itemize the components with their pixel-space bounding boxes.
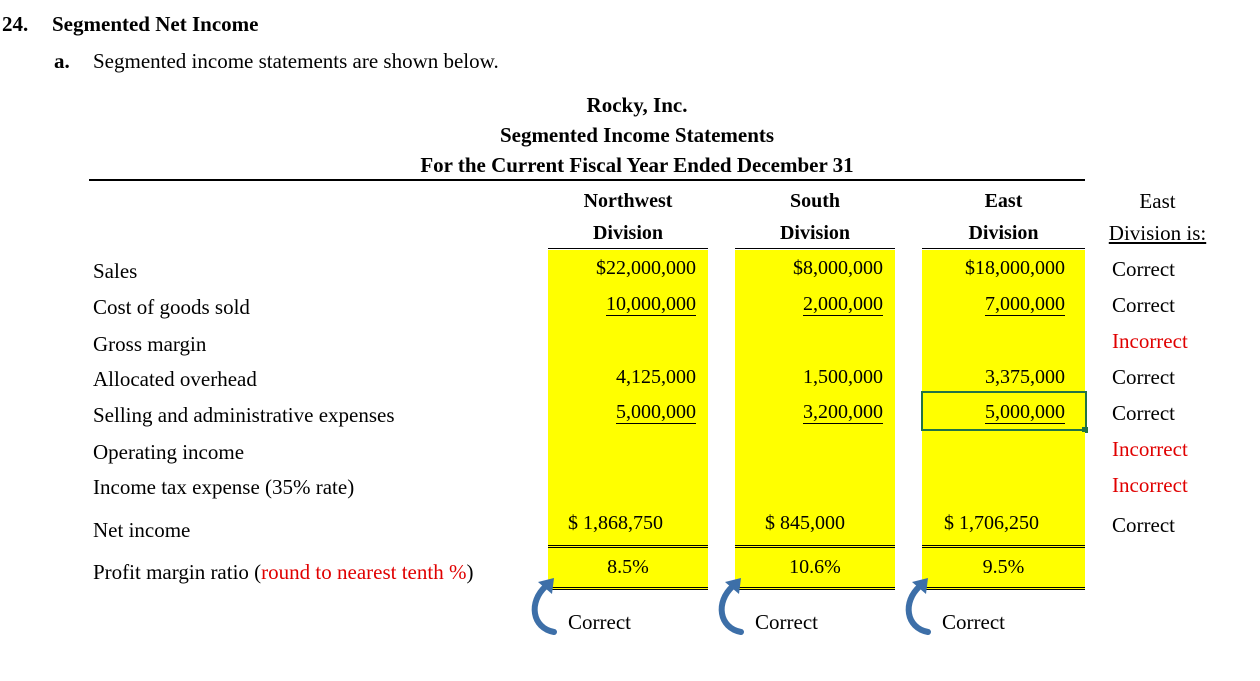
col-rule-south [735, 248, 895, 249]
cell-profit-margin-northwest[interactable] [548, 550, 708, 584]
company-name: Rocky, Inc. [586, 93, 688, 117]
part-text: Segmented income statements are shown below. [93, 49, 499, 73]
profit-margin-label-prefix: Profit margin ratio ( [93, 560, 262, 584]
cell-value: 1,500,000 [803, 366, 883, 388]
net-income-double-rule [922, 545, 1085, 548]
col-rule-east [922, 248, 1085, 249]
col-header-east: East [984, 190, 1023, 212]
status-gross-margin: Incorrect [1112, 329, 1188, 353]
cell-gross-margin-northwest[interactable] [548, 323, 708, 357]
cell-profit-margin-east[interactable] [922, 550, 1085, 584]
profit-margin-label-suffix: ) [466, 560, 474, 584]
profit-margin-label-note: round to nearest tenth % [261, 560, 467, 584]
cell-value: 2,000,000 [803, 293, 883, 315]
cell-value: 7,000,000 [985, 293, 1065, 315]
cell-value: 8.5% [607, 556, 649, 578]
status-profit-margin-south: Correct [755, 610, 818, 634]
cell-selling-admin-south[interactable] [735, 395, 895, 429]
cell-overhead-east[interactable] [922, 360, 1085, 394]
problem-title: Segmented Net Income [52, 12, 259, 36]
cell-gross-margin-east[interactable] [922, 323, 1085, 357]
row-label-net-income: Net income [93, 518, 191, 542]
cell-profit-margin-south[interactable] [735, 550, 895, 584]
margin-double-rule [735, 587, 895, 590]
col-rule-northwest [548, 248, 708, 249]
status-cogs: Correct [1112, 293, 1175, 317]
cell-cogs-south[interactable] [735, 287, 895, 321]
cell-value: 5,000,000 [985, 401, 1065, 423]
cell-cogs-east[interactable] [922, 287, 1085, 321]
col-header-south: South [789, 190, 841, 212]
cell-overhead-northwest[interactable] [548, 360, 708, 394]
status-selling-admin: Correct [1112, 401, 1175, 425]
status-overhead: Correct [1112, 365, 1175, 389]
row-label-profit-margin [93, 560, 473, 585]
cell-value: 10,000,000 [606, 293, 696, 315]
cell-income-tax-northwest[interactable] [548, 467, 708, 501]
status-sales: Correct [1112, 257, 1175, 281]
cell-value: 3,200,000 [803, 401, 883, 423]
cell-sales-south[interactable] [735, 251, 895, 285]
cell-value: 4,125,000 [616, 366, 696, 388]
cell-value: 3,375,000 [985, 366, 1065, 388]
cell-value: $22,000,000 [596, 257, 696, 279]
row-label-allocated-overhead: Allocated overhead [93, 367, 257, 391]
cell-operating-income-south[interactable] [735, 432, 895, 466]
row-label-gross-margin: Gross margin [93, 332, 207, 356]
col-header-south-sub: Division [779, 222, 851, 244]
cell-value: $ 845,000 [765, 512, 845, 534]
net-income-double-rule [735, 545, 895, 548]
cell-income-tax-south[interactable] [735, 467, 895, 501]
curved-arrow-icon [711, 572, 751, 636]
cell-operating-income-east[interactable] [922, 432, 1085, 466]
cell-value: $18,000,000 [965, 257, 1065, 279]
row-label-cogs: Cost of goods sold [93, 295, 250, 319]
cell-value: $ 1,706,250 [944, 512, 1039, 534]
status-header: East [1139, 189, 1176, 213]
status-net-income: Correct [1112, 513, 1175, 537]
margin-double-rule [922, 587, 1085, 590]
status-header-sub: Division is: [1108, 221, 1207, 245]
row-label-selling-admin: Selling and administrative expenses [93, 403, 395, 427]
cell-cogs-northwest[interactable] [548, 287, 708, 321]
cell-sales-east[interactable] [922, 251, 1085, 285]
col-header-east-sub: Division [968, 222, 1039, 244]
margin-double-rule [548, 587, 708, 590]
cell-selling-admin-northwest[interactable] [548, 395, 708, 429]
cell-value: $ 1,868,750 [568, 512, 663, 534]
net-income-double-rule [548, 545, 708, 548]
cell-sales-northwest[interactable] [548, 251, 708, 285]
active-cell-selection [921, 391, 1087, 431]
cell-value: 9.5% [982, 556, 1025, 578]
part-letter: a. [54, 49, 70, 73]
cell-value: $8,000,000 [793, 257, 883, 279]
cell-income-tax-east[interactable] [922, 467, 1085, 501]
curved-arrow-icon [898, 572, 938, 636]
problem-number: 24. [2, 12, 29, 36]
cell-net-income-east[interactable] [922, 506, 1085, 540]
title-rule [89, 179, 1085, 181]
status-income-tax: Incorrect [1112, 473, 1188, 497]
cell-value: 10.6% [789, 556, 841, 578]
curved-arrow-icon [524, 572, 564, 636]
cell-operating-income-northwest[interactable] [548, 432, 708, 466]
col-header-northwest-sub: Division [592, 222, 664, 244]
cell-net-income-south[interactable] [735, 506, 895, 540]
cell-overhead-south[interactable] [735, 360, 895, 394]
statement-name: Segmented Income Statements [499, 123, 775, 147]
status-operating-income: Incorrect [1112, 437, 1188, 461]
cell-value: 5,000,000 [616, 401, 696, 423]
row-label-sales: Sales [93, 259, 138, 283]
status-profit-margin-east: Correct [942, 610, 1005, 634]
cell-gross-margin-south[interactable] [735, 323, 895, 357]
cell-net-income-northwest[interactable] [548, 506, 708, 540]
row-label-operating-income: Operating income [93, 440, 245, 464]
status-profit-margin-northwest: Correct [568, 610, 631, 634]
col-header-northwest: Northwest [583, 190, 673, 212]
row-label-income-tax: Income tax expense (35% rate) [93, 475, 355, 499]
statement-period: For the Current Fiscal Year Ended December 31 [420, 153, 854, 177]
